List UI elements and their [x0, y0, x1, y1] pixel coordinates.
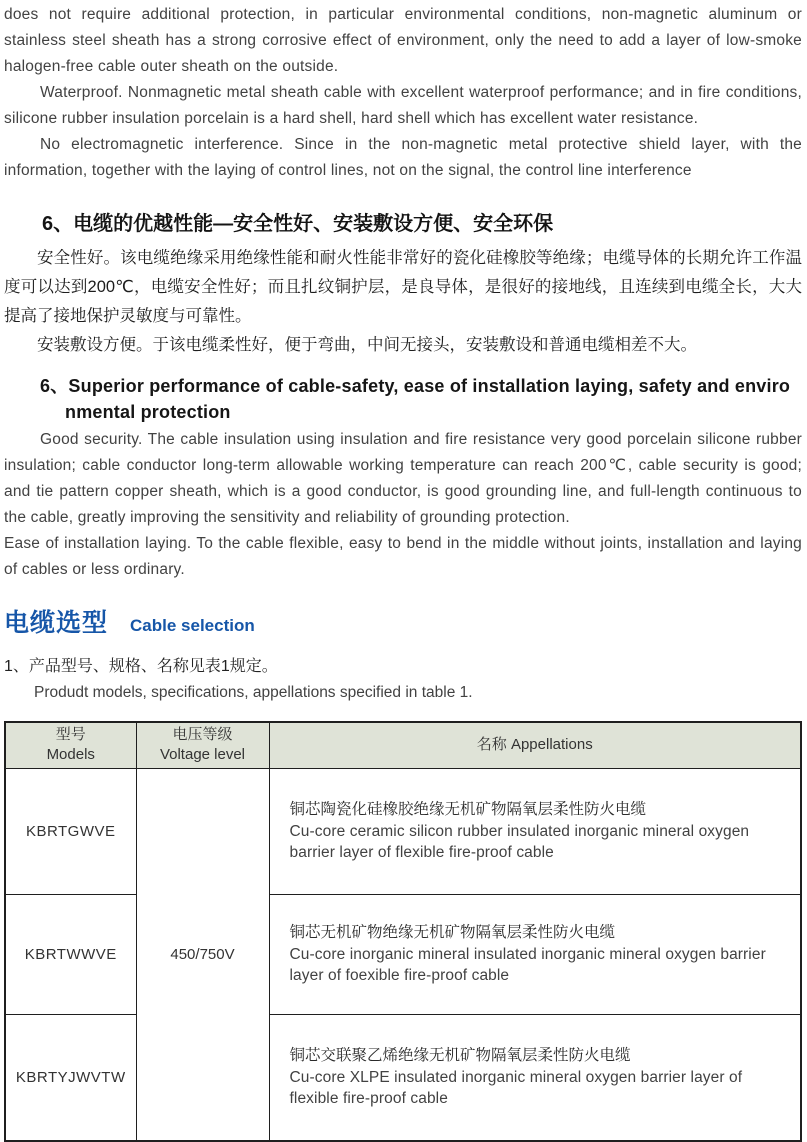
column-header-voltage-cn: 电压等级	[172, 726, 233, 744]
appellation-en: Cu-core XLPE insulated inorganic mineral oxygen barrier layer of flexible fire-proof cable	[289, 1069, 743, 1108]
selection-item-cn: 1、产品型号、规格、名称见表1规定。	[4, 658, 278, 675]
table-row	[5, 768, 801, 894]
table-row	[5, 1014, 801, 1141]
selection-item-en: Produdt models, specifications, appellations specified in table 1.	[34, 684, 473, 701]
appellation-cell	[269, 1014, 801, 1141]
voltage-cell: 450/750V	[136, 768, 269, 1141]
table-row	[5, 894, 801, 1014]
section-en-paragraph-2: Ease of installation laying. To the cable flexible, easy to bend in the middle without joints, installation and laying of cables or less ordinary.	[4, 535, 802, 578]
intro-paragraph-3: No electromagnetic interference. Since in the non-magnetic metal protective shield layer, with the information, together with the laying of control lines, not on the signal, the control line interference	[4, 136, 802, 179]
cable-selection-title-en: Cable selection	[130, 616, 255, 635]
section-cn-paragraph-1: 安全性好。该电缆绝缘采用绝缘性能和耐火性能非常好的瓷化硅橡胶等绝缘；电缆导体的长期允许工作温度可以达到200℃，电缆安全性好；而且扎纹铜护层，是良导体，是很好的接地线，且连续到电缆全长，大大提高了接地保护灵敏度与可靠性。	[4, 249, 802, 325]
column-header-models-cn: 型号	[55, 726, 86, 744]
table-header-row	[5, 722, 801, 768]
appellation-cn: 铜芯陶瓷化硅橡胶绝缘无机矿物隔氧层柔性防火电缆	[289, 801, 647, 818]
cable-selection-title-cn: 电缆选型	[4, 609, 109, 637]
cable-models-table	[4, 721, 802, 1142]
appellation-cn: 铜芯无机矿物绝缘无机矿物隔氧层柔性防火电缆	[289, 924, 616, 941]
model-cell: KBRTGWVE	[5, 768, 136, 894]
section-en-paragraph-1: Good security. The cable insulation using insulation and fire resistance very good porcelain silicone rubber insulation; cable conductor long-term allowable working temperature can reach 200℃, cable security is good; and tie pattern copper sheath, which is a good conductor, is good grounding line, and full-length continuous to the cable, greatly improving the sensitivity and reliability of grounding protection.	[4, 431, 802, 526]
column-header-models-en: Models	[46, 746, 95, 764]
section-heading-en	[40, 373, 802, 425]
column-header-voltage	[136, 722, 269, 768]
column-header-models	[5, 722, 136, 768]
column-header-voltage-en: Voltage level	[159, 746, 246, 764]
model-cell: KBRTWWVE	[5, 894, 136, 1014]
appellation-en: Cu-core ceramic silicon rubber insulated inorganic mineral oxygen barrier layer of flexible fire-proof cable	[289, 823, 750, 861]
section-heading-en-line2: nmental protection	[65, 402, 231, 422]
section-heading-cn: 6、电缆的优越性能—安全性好、安装敷设方便、安全环保	[42, 213, 554, 235]
appellation-cell	[269, 894, 801, 1014]
section-heading-en-line1: Superior performance of cable-safety, ease of installation laying, safety and enviro	[68, 376, 791, 396]
appellation-cell	[269, 768, 801, 894]
intro-paragraph-2: Waterproof. Nonmagnetic metal sheath cable with excellent waterproof performance; and in fire conditions, silicone rubber insulation porcelain is a hard shell, hard shell which has excellent water resistance.	[4, 84, 802, 127]
intro-paragraph-1: does not require additional protection, in particular environmental conditions, non-magnetic aluminum or stainless steel sheath has a strong corrosive effect of environment, only the need to add a layer of low-smoke halogen-free cable outer sheath on the outside.	[4, 6, 802, 75]
model-cell: KBRTYJWVTW	[5, 1014, 136, 1141]
cable-selection-heading	[4, 603, 802, 639]
section-heading-en-number: 6、	[40, 376, 69, 396]
column-header-appellations: 名称 Appellations	[269, 722, 801, 768]
section-cn-paragraph-2: 安装敷设方便。于该电缆柔性好，便于弯曲，中间无接头，安装敷设和普通电缆相差不大。	[37, 336, 697, 354]
appellation-en: Cu-core inorganic mineral insulated inorganic mineral oxygen barrier layer of foexible fire-proof cable	[289, 946, 766, 984]
appellation-cn: 铜芯交联聚乙烯绝缘无机矿物隔氧层柔性防火电缆	[289, 1047, 631, 1065]
